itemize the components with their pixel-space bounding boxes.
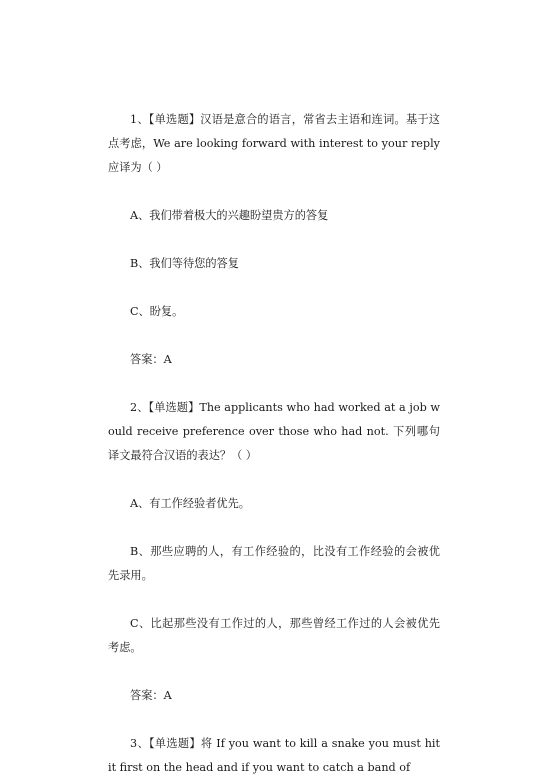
question-1-stem: 1、【单选题】汉语是意合的语言，常省去主语和连词。基于这点考虑，We are looking forward with interest to your reply 应译为（ ）	[108, 113, 440, 174]
question-2-answer: 答案：A	[130, 689, 172, 702]
document-body	[108, 108, 440, 780]
question-2-option-c: C、比起那些没有工作过的人，那些曾经工作过的人会被优先考虑。	[108, 617, 440, 654]
question-1-option-a: A、我们带着极大的兴趣盼望贵方的答复	[130, 209, 329, 222]
question-1-answer: 答案：A	[130, 353, 172, 366]
question-2-option-a: A、有工作经验者优先。	[130, 497, 250, 510]
question-1-option-c: C、盼复。	[130, 305, 184, 318]
question-2-option-b: B、那些应聘的人，有工作经验的，比没有工作经验的会被优先录用。	[108, 545, 440, 582]
question-3-stem: 3、【单选题】将 If you want to kill a snake you must hit it first on the head and if you want to catch a band of	[108, 737, 440, 774]
question-1-option-b: B、我们等待您的答复	[130, 257, 239, 270]
question-2-stem: 2、【单选题】The applicants who had worked at a job would receive preference over those who had not. 下列哪句译文最符合汉语的表达？（ ）	[108, 401, 440, 462]
